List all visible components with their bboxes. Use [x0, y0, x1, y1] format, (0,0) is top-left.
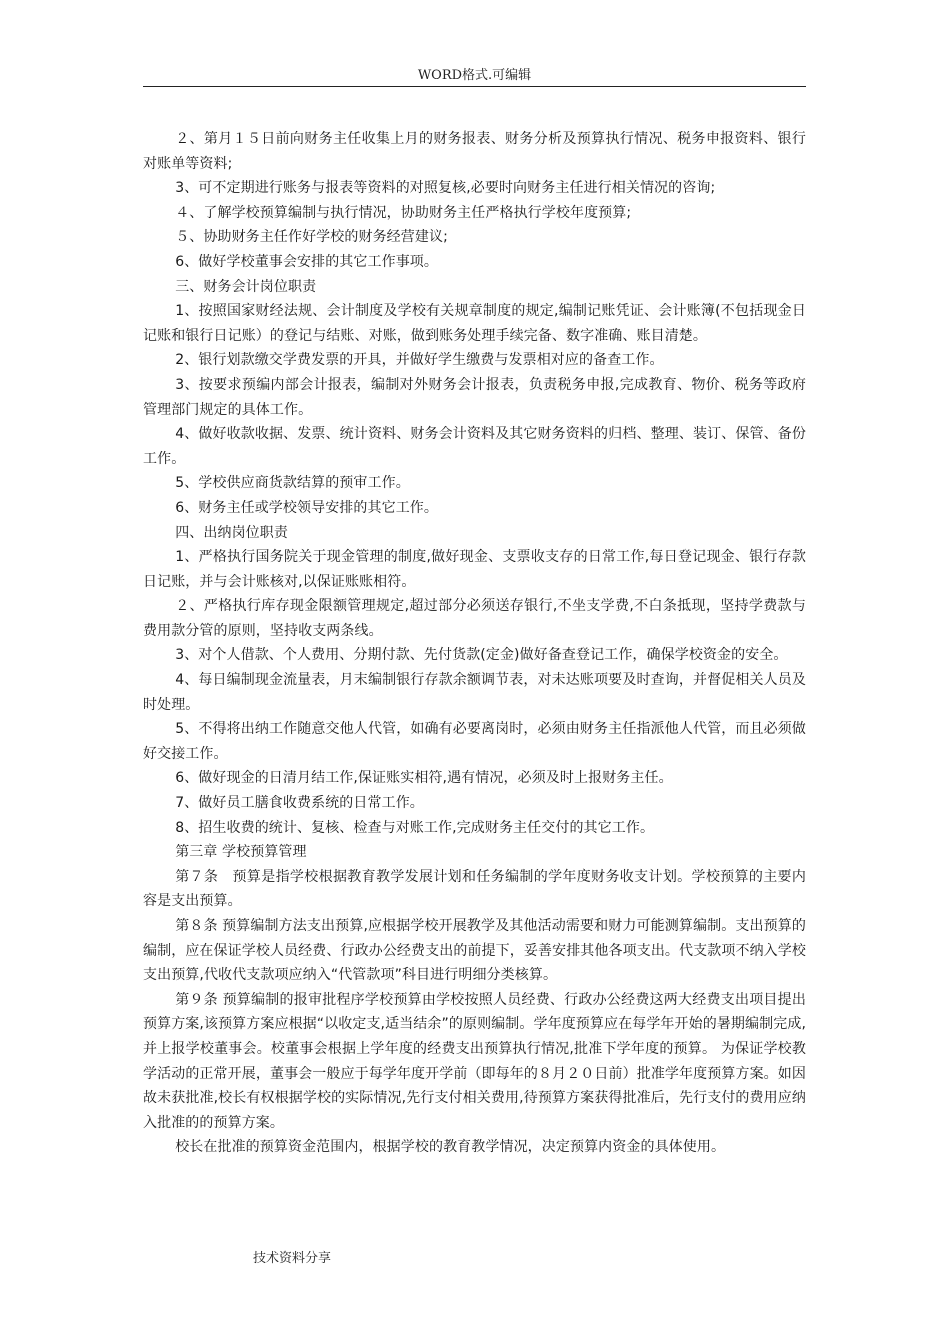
- paragraph: 4、做好收款收据、发票、统计资料、财务会计资料及其它财务资料的归档、整理、装订、保管、备份工作。: [143, 426, 806, 467]
- paragraph: ２、第月１５日前向财务主任收集上月的财务报表、财务分析及预算执行情况、税务申报资料、银行对账单等资料;: [143, 131, 806, 172]
- paragraph: 6、做好学校董事会安排的其它工作事项。: [175, 253, 438, 270]
- page-header: WORD格式.可编辑: [417, 68, 532, 83]
- paragraph: 3、对个人借款、个人费用、分期付款、先付货款(定金)做好备查登记工作，确保学校资金的安全。: [175, 647, 788, 664]
- section-heading: 三、财务会计岗位职责: [175, 278, 317, 295]
- paragraph: 7、做好员工膳食收费系统的日常工作。: [175, 795, 424, 812]
- paragraph: ４、了解学校预算编制与执行情况，协助财务主任严格执行学校年度预算;: [175, 204, 632, 221]
- page-footer: 技术资料分享: [253, 1251, 332, 1266]
- document-body: [143, 127, 806, 1160]
- paragraph: ５、协助财务主任作好学校的财务经营建议;: [175, 229, 448, 246]
- paragraph: 第７条 预算是指学校根据教育教学发展计划和任务编制的学年度财务收支计划。学校预算的主要内容是支出预算。: [143, 868, 806, 910]
- paragraph: 3、可不定期进行账务与报表等资料的对照复核,必要时向财务主任进行相关情况的咨询;: [175, 180, 716, 197]
- paragraph: 8、招生收费的统计、复核、检查与对账工作,完成财务主任交付的其它工作。: [175, 819, 655, 836]
- paragraph: ２、严格执行库存现金限额管理规定,超过部分必须送存银行,不坐支学费,不白条抵现，坚持学费款与费用款分管的原则，坚持收支两条线。: [143, 598, 806, 639]
- paragraph: 6、做好现金的日清月结工作,保证账实相符,遇有情况，必须及时上报财务主任。: [175, 770, 673, 787]
- paragraph: 2、银行划款缴交学费发票的开具，并做好学生缴费与发票相对应的备查工作。: [175, 352, 664, 369]
- paragraph: 4、每日编制现金流量表，月末编制银行存款余额调节表，对未达账项要及时查询，并督促相关人员及时处理。: [143, 672, 806, 713]
- chapter-heading: 第三章 学校预算管理: [175, 844, 307, 861]
- paragraph: 校长在批准的预算资金范围内，根据学校的教育教学情况，决定预算内资金的具体使用。: [175, 1139, 726, 1156]
- paragraph: 6、财务主任或学校领导安排的其它工作。: [175, 499, 438, 516]
- header-divider: [143, 86, 806, 87]
- paragraph: 3、按要求预编内部会计报表，编制对外财务会计报表，负责税务申报,完成教育、物价、税务等政府管理部门规定的具体工作。: [143, 376, 806, 418]
- paragraph: 第８条 预算编制方法支出预算,应根据学校开展教学及其他活动需要和财力可能测算编制。支出预算的编制，应在保证学校人员经费、行政办公经费支出的前提下，妥善安排其他各项支出。代支款项不纳入学校支出预算,代收代支款项应纳入“代管款项”科目进行明细分类核算。: [143, 918, 806, 984]
- section-heading: 四、出纳岗位职责: [175, 524, 288, 541]
- paragraph: 第９条 预算编制的报审批程序学校预算由学校按照人员经费、行政办公经费这两大经费支出项目提出预算方案,该预算方案应根据“以收定支,适当结余”的原则编制。学年度预算应在每学年开始的暑期编制完成,并上报学校董事会。校董事会根据上学年度的经费支出预算执行情况,批准下学年度的预算。 为保证学校教学活动的正常开展，董事会一般应于每学年度开学前（即每年的８月２０日前）批准学年度预算方案。如因故未获批准,校长有权根据学校的实际情况,先行支付相关费用,待预算方案获得批准后，先行支付的费用应纳入批准的的预算方案。: [143, 991, 806, 1131]
- paragraph: 1、严格执行国务院关于现金管理的制度,做好现金、支票收支存的日常工作,每日登记现金、银行存款日记账，并与会计账核对,以保证账账相符。: [143, 549, 806, 590]
- paragraph: 1、按照国家财经法规、会计制度及学校有关规章制度的规定,编制记账凭证、会计账簿(不包括现金日记账和银行日记账）的登记与结账、对账，做到账务处理手续完备、数字准确、账目清楚。: [143, 303, 806, 344]
- paragraph: 5、学校供应商货款结算的预审工作。: [175, 475, 410, 492]
- paragraph: 5、不得将出纳工作随意交他人代管，如确有必要离岗时，必须由财务主任指派他人代管，而且必须做好交接工作。: [143, 721, 806, 762]
